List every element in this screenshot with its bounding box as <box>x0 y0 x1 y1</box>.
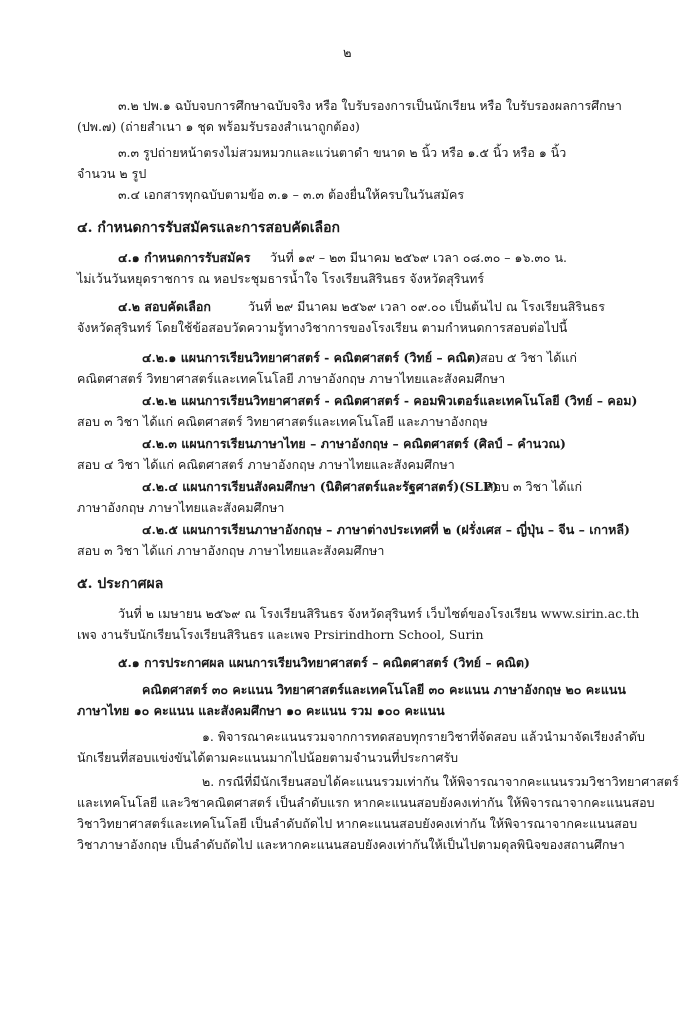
announce-date: วันที่ ๒ เมษายน ๒๕๖๙ ณ โรงเรียนสิรินธร จังหวัดสุรินทร์ เว็บไซต์ของโรงเรียน www.sirin.ac.th <box>118 606 640 621</box>
item-3-3: ๓.๓ รูปถ่ายหน้าตรงไม่สวมหมวกและแว่นตาดำ ขนาด ๒ นิ้ว หรือ ๑.๕ นิ้ว หรือ ๑ นิ้ว <box>118 145 567 160</box>
criterion-1-cont: นักเรียนที่สอบแข่งขันได้ตามคะแนนมากไปน้อยตามจำนวนที่ประกาศรับ <box>77 750 459 765</box>
item-4-2-5-cont: สอบ ๓ วิชา ได้แก่ ภาษาอังกฤษ ภาษาไทยและสังคมศึกษา <box>77 543 385 558</box>
item-4-2-2-cont: สอบ ๓ วิชา ได้แก่ คณิตศาสตร์ วิทยาศาสตร์และเทคโนโลยี และภาษาอังกฤษ <box>77 414 488 429</box>
section-5-heading: ๕. ประกาศผล <box>77 576 164 592</box>
announce-date-cont: เพจ งานรับนักเรียนโรงเรียนสิรินธร และเพจ Prsirindhorn School, Surin <box>77 627 484 642</box>
item-3-3-cont: จำนวน ๒ รูป <box>77 166 147 181</box>
item-4-1-text: วันที่ ๑๙ – ๒๓ มีนาคม ๒๕๖๙ เวลา ๐๘.๓๐ – ๑๖.๓๐ น. <box>270 250 568 265</box>
item-4-2-label: ๔.๒ สอบคัดเลือก <box>118 299 211 314</box>
item-4-2-text: วันที่ ๒๙ มีนาคม ๒๕๖๙ เวลา ๐๙.๐๐ เป็นต้นไป ณ โรงเรียนสิรินธร <box>248 299 606 314</box>
item-4-2-4-label: ๔.๒.๔ แผนการเรียนสังคมศึกษา (นิติศาสตร์และรัฐศาสตร์)(SLP) <box>142 479 499 494</box>
page-number: ๒ <box>343 46 352 61</box>
criterion-2-cont-3: วิชาภาษาอังกฤษ เป็นลำดับถัดไป และหากคะแนนสอบยังคงเท่ากันให้เป็นไปตามดุลพินิจของสถานศึกษา <box>77 837 625 852</box>
item-5-1-scores-cont: ภาษาไทย ๑๐ คะแนน และสังคมศึกษา ๑๐ คะแนน รวม ๑๐๐ คะแนน <box>77 703 445 718</box>
item-4-2-1-label: ๔.๒.๑ แผนการเรียนวิทยาศาสตร์ - คณิตศาสตร์ (วิทย์ – คณิต) <box>142 350 481 365</box>
item-4-2-1-cont: คณิตศาสตร์ วิทยาศาสตร์และเทคโนโลยี ภาษาอังกฤษ ภาษาไทยและสังคมศึกษา <box>77 371 506 386</box>
item-4-2-2-label: ๔.๒.๒ แผนการเรียนวิทยาศาสตร์ - คณิตศาสตร์ - คอมพิวเตอร์และเทคโนโลยี (วิทย์ – คอม) <box>142 393 638 408</box>
item-4-1-label: ๔.๑ กำหนดการรับสมัคร <box>118 250 251 265</box>
criterion-2: ๒. กรณีที่มีนักเรียนสอบได้คะแนนรวมเท่ากัน ให้พิจารณาจากคะแนนรวมวิชาวิทยาศาสตร์ <box>202 774 679 789</box>
criterion-2-cont-2: วิชาวิทยาศาสตร์และเทคโนโลยี เป็นลำดับถัดไป หากคะแนนสอบยังคงเท่ากัน ให้พิจารณาจากคะแนนสอบ <box>77 816 638 831</box>
item-4-2-3-label: ๔.๒.๓ แผนการเรียนภาษาไทย – ภาษาอังกฤษ – คณิตศาสตร์ (ศิลป์ – คำนวณ) <box>142 436 566 451</box>
item-5-1-heading: ๕.๑ การประกาศผล แผนการเรียนวิทยาศาสตร์ – คณิตศาสตร์ (วิทย์ – คณิต) <box>118 655 530 670</box>
item-5-1-scores: คณิตศาสตร์ ๓๐ คะแนน วิทยาศาสตร์และเทคโนโลยี ๓๐ คะแนน ภาษาอังกฤษ ๒๐ คะแนน <box>142 682 626 697</box>
item-4-2-4-text: สอบ ๓ วิชา ได้แก่ <box>486 479 583 494</box>
item-3-2-cont: (ปพ.๗) (ถ่ายสำเนา ๑ ชุด พร้อมรับรองสำเนาถูกต้อง) <box>77 119 360 134</box>
item-4-2-cont: จังหวัดสุรินทร์ โดยใช้ข้อสอบวัดความรู้ทางวิชาการของโรงเรียน ตามกำหนดการสอบต่อไปนี้ <box>77 320 568 335</box>
section-4-heading: ๔. กำหนดการรับสมัครและการสอบคัดเลือก <box>77 220 341 236</box>
item-4-2-5-label: ๔.๒.๕ แผนการเรียนภาษาอังกฤษ – ภาษาต่างประเทศที่ ๒ (ฝรั่งเศส – ญี่ปุ่น – จีน – เกาหลี) <box>142 522 630 537</box>
criterion-2-cont-1: และเทคโนโลยี และวิชาคณิตศาสตร์ เป็นลำดับแรก หากคะแนนสอบยังคงเท่ากัน ให้พิจารณาจากคะแนนสอบ <box>77 795 655 810</box>
item-4-2-4-cont: ภาษาอังกฤษ ภาษาไทยและสังคมศึกษา <box>77 500 285 515</box>
item-3-4: ๓.๔ เอกสารทุกฉบับตามข้อ ๓.๑ – ๓.๓ ต้องยื่นให้ครบในวันสมัคร <box>118 187 465 202</box>
item-4-2-1-text: สอบ ๕ วิชา ได้แก่ <box>480 350 578 365</box>
item-4-2-3-cont: สอบ ๔ วิชา ได้แก่ คณิตศาสตร์ ภาษาอังกฤษ ภาษาไทยและสังคมศึกษา <box>77 457 455 472</box>
criterion-1: ๑. พิจารณาคะแนนรวมจากการทดสอบทุกรายวิชาที่จัดสอบ แล้วนำมาจัดเรียงลำดับ <box>202 729 645 744</box>
item-3-2: ๓.๒ ปพ.๑ ฉบับจบการศึกษาฉบับจริง หรือ ใบรับรองการเป็นนักเรียน หรือ ใบรับรองผลการศึกษา <box>118 98 622 113</box>
item-4-1-cont: ไม่เว้นวันหยุดราชการ ณ หอประชุมธารน้ำใจ โรงเรียนสิรินธร จังหวัดสุรินทร์ <box>77 271 485 286</box>
